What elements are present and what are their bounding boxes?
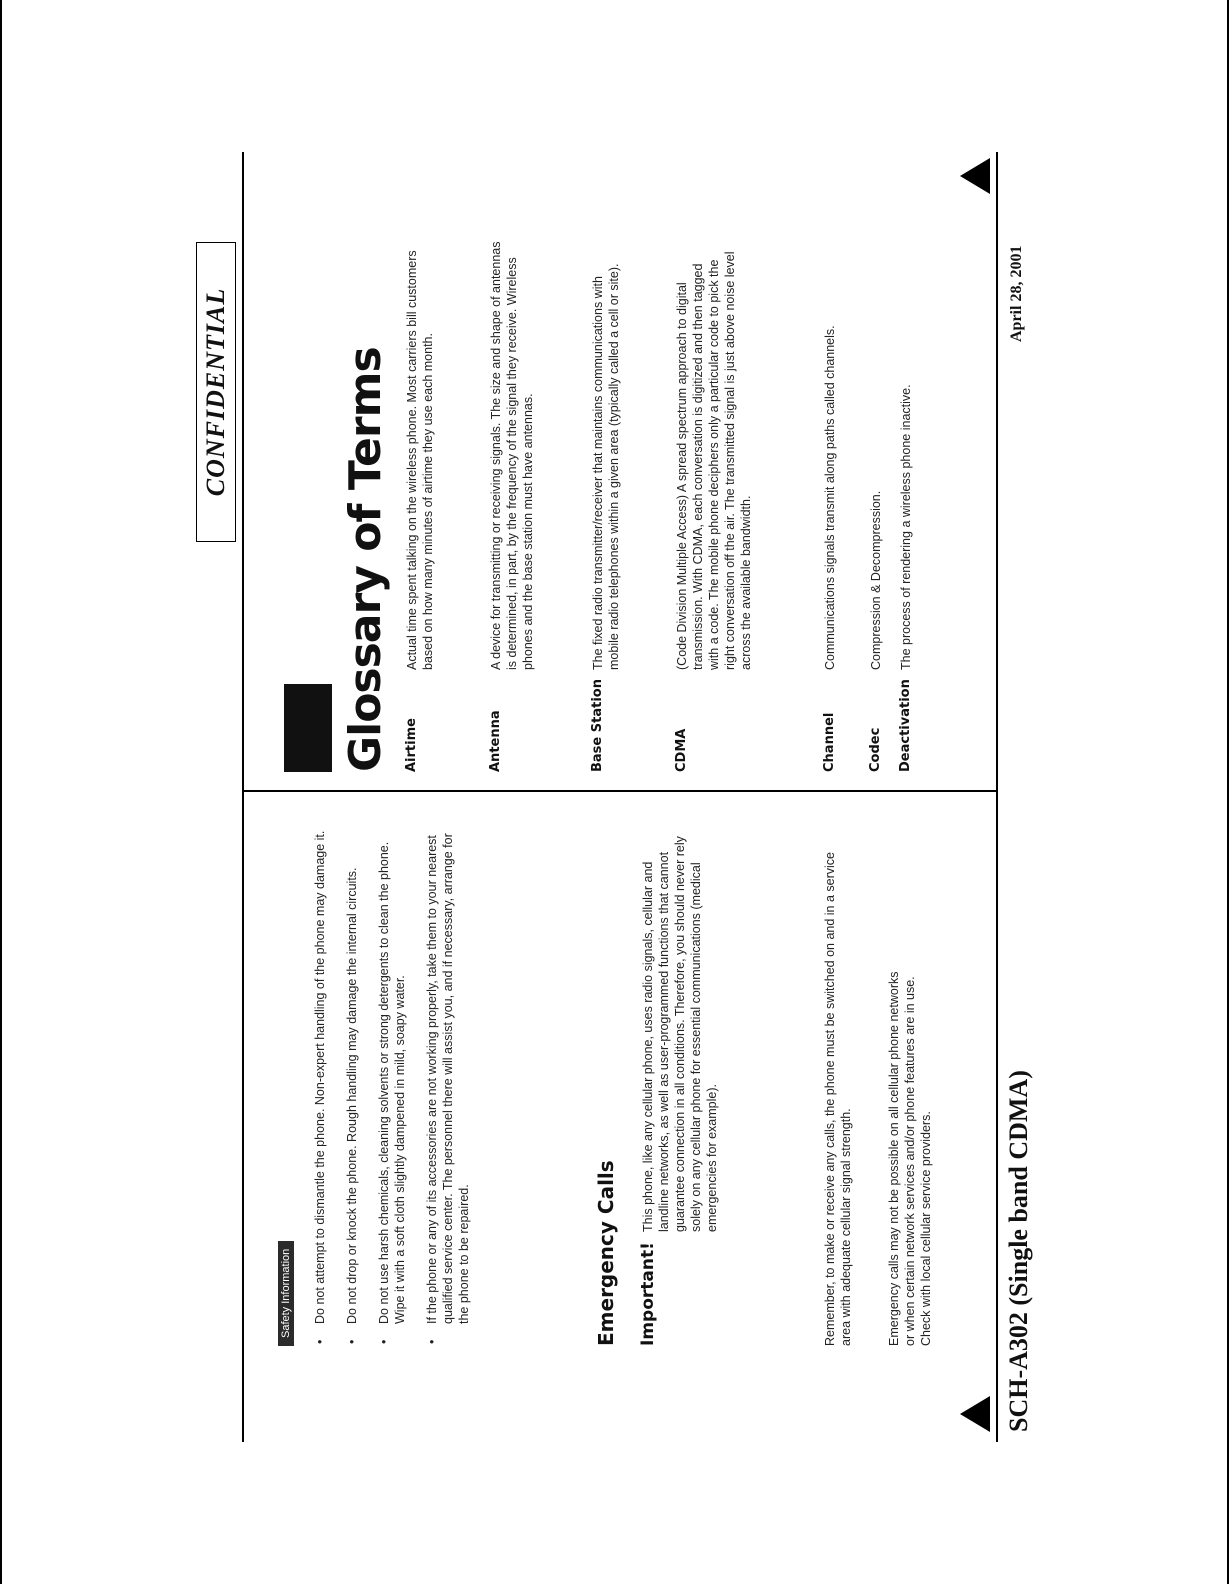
- term-name: Channel: [822, 712, 837, 772]
- model-footer: SCH-A302 (Single band CDMA): [1004, 1070, 1033, 1432]
- term-name: CDMA: [674, 728, 689, 772]
- bullet-icon: •: [377, 1339, 391, 1344]
- list-item: • Do not attempt to dismantle the phone. Non-expert handling of the phone may damage it.: [313, 830, 327, 1344]
- page-marker-icon: [960, 1396, 990, 1432]
- bottom-rule: [996, 152, 998, 1442]
- term-definition: (Code Division Multiple Access) A spread spectrum approach to digital transmission. With CDMA, each conversation is digitized and then tagged with a code. The mobile phone deciphers only a particular code to pick the right conversation off the air. The transmitted signal is just above noise level across the available bandwidth.: [675, 251, 753, 670]
- emergency-calls-heading: Emergency Calls: [594, 1160, 618, 1346]
- term-definition: The process of rendering a wireless phone inactive.: [899, 384, 913, 670]
- section-tab: Safety Information: [278, 1241, 294, 1346]
- term-definition: Actual time spent talking on the wireless phone. Most carriers bill customers based on how many minutes of airtime they use each month.: [405, 250, 435, 670]
- term-name: Base Station: [590, 679, 605, 772]
- bullet-icon: •: [313, 1339, 327, 1344]
- confidential-stamp: CONFIDENTIAL: [196, 242, 236, 542]
- term-name: Antenna: [488, 710, 503, 772]
- rotated-page: [184, 132, 1044, 1452]
- term-name: Codec: [868, 727, 883, 772]
- emergency-note: Emergency calls may not be possible on all cellular phone networks or when certain network services and/or phone features are in use. Check with local cellular service providers.: [887, 971, 933, 1346]
- important-label: Important!: [638, 1242, 658, 1346]
- date-footer: April 28, 2001: [1008, 245, 1025, 342]
- list-item: • Do not use harsh chemicals, cleaning solvents or strong detergents to clean the phone. Wipe it with a soft cloth slightly dampened in mild, soapy water.: [377, 841, 407, 1344]
- term-definition: Communications signals transmit along paths called channels.: [823, 325, 837, 670]
- page-marker-icon: [960, 158, 990, 194]
- term-name: Deactivation: [898, 679, 913, 772]
- list-item: • Do not drop or knock the phone. Rough handling may damage the internal circuits.: [345, 867, 359, 1344]
- bullet-icon: •: [345, 1339, 359, 1344]
- term-definition: A device for transmitting or receiving signals. The size and shape of antennas is determined, in part, by the frequency of the signal they receive. Wireless phones and the base station must have antennas.: [489, 241, 535, 670]
- remember-text: Remember, to make or receive any calls, the phone must be switched on and in a service area with adequate cellular signal strength.: [823, 851, 853, 1346]
- term-definition: The fixed radio transmitter/receiver that maintains communications with mobile radio telephones within a given area (typically called a cell or site).: [591, 263, 621, 670]
- list-item: • If the phone or any of its accessories are not working properly, take them to your nearest qualified service center. The personnel there will assist you, and if necessary, arrange for the phone to be repaired.: [425, 833, 471, 1344]
- top-rule: [242, 152, 244, 1442]
- title-bar-decoration: [284, 684, 332, 772]
- term-definition: Compression & Decompression.: [869, 490, 883, 670]
- bullet-icon: •: [425, 1339, 439, 1344]
- page-title: Glossary of Terms: [340, 347, 391, 772]
- important-text: This phone, like any cellular phone, uses radio signals, cellular and landline networks, as well as user-programmed functions that cannot guarantee connection in all conditions. Therefore, you should never rely solely on any cellular phone for essential communications (medical emergencies for example).: [641, 836, 719, 1232]
- column-divider: [242, 790, 996, 792]
- safety-bullet-list: [312, 826, 488, 1346]
- term-name: Airtime: [404, 718, 419, 772]
- scan-border-left: [0, 0, 2, 1584]
